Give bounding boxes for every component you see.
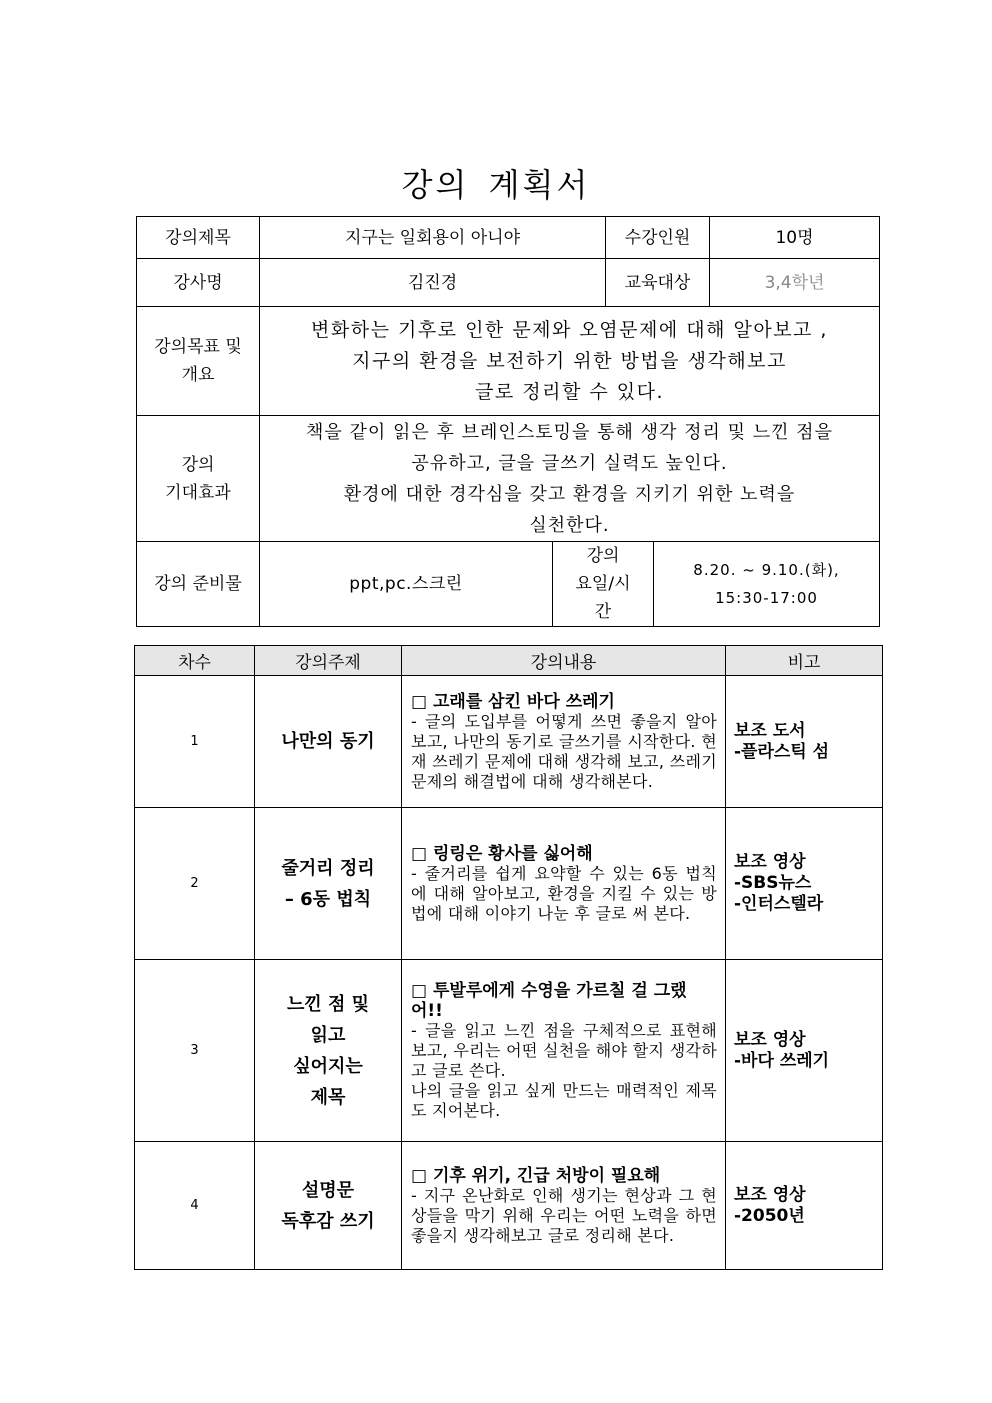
instructor-label: 강사명 [137,259,260,307]
course-info-table [136,216,880,627]
course-title-label: 강의제목 [137,217,260,259]
effect-label-line: 강의 [181,454,215,475]
goal-label-line: 개요 [181,365,215,385]
session-content [402,808,726,960]
goal-line: 지구의 환경을 보전하기 위한 방법을 생각해보고 [352,349,787,372]
note-line: 보조 영상 [734,1029,806,1050]
note-line: 보조 도서 [734,720,806,741]
materials-label: 강의 준비물 [137,542,260,627]
goal-line: 글로 정리할 수 있다. [475,380,664,403]
note-line: 보조 영상 [734,852,806,872]
topic-line: 설명문 [301,1179,355,1201]
effect-content [260,416,880,542]
topic-line: 읽고 [310,1024,346,1046]
content-body: 나의 글을 읽고 싶게 만드는 매력적인 제목도 지어본다. [411,1080,717,1120]
target-value: 3,4학년 [710,259,880,307]
session-topic [255,1142,402,1270]
header-content: 강의내용 [402,646,726,676]
schedule-line: 15:30-17:00 [715,589,818,607]
instructor-value: 김진경 [260,259,606,307]
session-number: 1 [135,676,255,808]
session-number: 4 [135,1142,255,1270]
content-title: □ 링링은 황사를 싫어해 [411,843,593,864]
lesson-plan-table [134,645,883,1270]
effect-line: 공유하고, 글을 글쓰기 실력도 높인다. [411,452,728,474]
topic-line: 제목 [310,1086,346,1108]
topic-line: 나만의 동기 [281,731,375,752]
session-note [726,1142,883,1270]
effect-line: 책을 같이 읽은 후 브레인스토밍을 통해 생각 정리 및 느낀 점을 [306,421,833,443]
header-session: 차수 [135,646,255,676]
materials-value: ppt,pc.스크린 [260,542,553,627]
session-topic [255,960,402,1142]
page-title: 강의 계획서 [401,166,591,204]
table-row [135,808,883,960]
goal-line: 변화하는 기후로 인한 문제와 오염문제에 대해 알아보고 , [311,318,828,341]
session-note [726,808,883,960]
content-title: □ 투발루에게 수영을 가르칠 걸 그랬어!! [411,980,687,1021]
note-line: -바다 쓰레기 [734,1050,830,1071]
topic-line: 독후감 쓰기 [281,1210,375,1232]
session-note [726,960,883,1142]
session-number: 3 [135,960,255,1142]
session-number: 2 [135,808,255,960]
content-title: □ 기후 위기, 긴급 처방이 필요해 [411,1165,661,1186]
note-line: -인터스텔라 [734,894,824,914]
effect-line: 실천한다. [529,514,610,536]
topic-line: 느낀 점 및 [286,993,370,1015]
topic-line: – 6동 법칙 [284,888,372,910]
content-body: - 글을 읽고 느낀 점을 구체적으로 표현해보고, 우리는 어떤 실천을 해야 할지 생각하고 글로 쓴다. [411,1020,717,1080]
session-content [402,1142,726,1270]
topic-line: 싶어지는 [293,1055,363,1077]
session-content [402,960,726,1142]
schedule-line: 8.20. ~ 9.10.(화), [693,561,840,579]
note-line: -SBS뉴스 [734,873,812,893]
table-row [135,1142,883,1270]
schedule-label-line: 간 [594,602,612,622]
session-note [726,676,883,808]
effect-label [137,416,260,542]
session-topic [255,808,402,960]
target-label: 교육대상 [606,259,710,307]
note-line: 보조 영상 [734,1184,806,1205]
goal-label-line: 강의목표 및 [154,337,242,357]
effect-label-line: 기대효과 [165,482,231,503]
note-line: -2050년 [734,1205,805,1226]
content-body: - 줄거리를 쉽게 요약할 수 있는 6동 법칙에 대해 알아보고, 환경을 지킬 수 있는 방법에 대해 이야기 나눈 후 글로 써 본다. [411,863,717,923]
schedule-value [654,542,880,627]
header-topic: 강의주제 [255,646,402,676]
table-row [135,676,883,808]
content-body: - 글의 도입부를 어떻게 쓰면 좋을지 알아보고, 나만의 동기로 글쓰기를 시작한다. 현재 쓰레기 문제에 대해 생각해 보고, 쓰레기 문제의 해결법에 대해 생각해본다. [411,711,717,791]
schedule-label-line: 요일/시 [575,574,631,594]
capacity-value: 10명 [710,217,880,259]
schedule-label [553,542,654,627]
topic-line: 줄거리 정리 [281,857,375,879]
effect-line: 환경에 대한 경각심을 갖고 환경을 지키기 위한 노력을 [343,483,796,505]
session-topic [255,676,402,808]
capacity-label: 수강인원 [606,217,710,259]
table-row [135,960,883,1142]
note-line: -플라스틱 섬 [734,741,830,762]
course-title-value: 지구는 일회용이 아니야 [260,217,606,259]
content-body: - 지구 온난화로 인해 생기는 현상과 그 현상들을 막기 위해 우리는 어떤 노력을 하면 좋을지 생각해보고 글로 정리해 본다. [411,1185,717,1245]
schedule-label-line: 강의 [586,546,620,566]
session-content [402,676,726,808]
header-note: 비고 [726,646,883,676]
content-title: □ 고래를 삼킨 바다 쓰레기 [411,691,615,712]
goal-label [137,307,260,416]
goal-content [260,307,880,416]
